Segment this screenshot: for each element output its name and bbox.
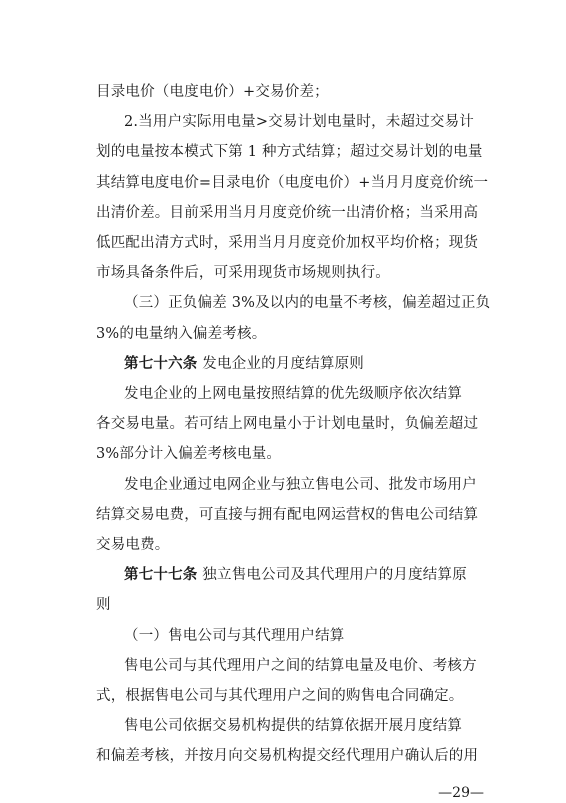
article-76-heading xyxy=(124,354,364,374)
body-line-5: 出清价差。目前采用当月月度竞价统一出清价格；当采用高 xyxy=(96,204,479,221)
body-line-23: 和偏差考核，并按月向交易机构提交经代理用户确认后的用 xyxy=(96,748,479,765)
body-line-21: 式，根据售电公司与其代理用户之间的购售电合同确定。 xyxy=(96,688,464,704)
article-76-title: 发电企业的月度结算原则 xyxy=(197,355,365,372)
body-line-18: 则 xyxy=(96,597,111,614)
body-line-14: 发电企业通过电网企业与独立售电公司、批发市场用户 xyxy=(124,476,477,493)
body-line-22: 售电公司依据交易机构提供的结算依据开展月度结算 xyxy=(124,718,463,735)
body-line-6: 低匹配出清方式时，采用当月月度竞价加权平均价格；现货 xyxy=(96,235,479,251)
article-77-title: 独立售电公司及其代理用户的月度结算原 xyxy=(197,567,467,584)
body-line-4: 其结算电度电价=目录电价（电度电价）+当月月度竞价统一 xyxy=(96,174,489,191)
body-line-20: 售电公司与其代理用户之间的结算电量及电价、考核方 xyxy=(124,657,477,674)
article-77-number: 第七十七条 xyxy=(124,566,198,584)
body-line-1: 目录电价（电度电价）+交易价差； xyxy=(96,84,329,100)
body-line-13: 3%部分计入偏差考核电量。 xyxy=(96,446,282,463)
body-line-11: 发电企业的上网电量按照结算的优先级顺序依次结算 xyxy=(124,386,463,402)
body-line-7: 市场具备条件后，可采用现货市场规则执行。 xyxy=(96,265,390,282)
page-number: —29— xyxy=(438,784,484,801)
body-line-16: 交易电费。 xyxy=(96,537,170,553)
article-77-heading xyxy=(124,565,467,585)
body-line-12: 各交易电量。若可结上网电量小于计划电量时，负偏差超过 xyxy=(96,416,479,433)
body-line-19: （一）售电公司与其代理用户结算 xyxy=(124,627,345,644)
body-line-3: 划的电量按本模式下第 1 种方式结算；超过交易计划的电量 xyxy=(96,144,483,161)
body-line-9: 3%的电量纳入偏差考核。 xyxy=(96,325,267,342)
body-line-15: 结算交易电费，可直接与拥有配电网运营权的售电公司结算 xyxy=(96,506,479,523)
article-76-number: 第七十六条 xyxy=(124,354,198,372)
body-line-2: 2.当用户实际用电量>交易计划电量时，未超过交易计 xyxy=(124,114,474,131)
body-line-8: （三）正负偏差 3%及以内的电量不考核，偏差超过正负 xyxy=(124,295,491,312)
